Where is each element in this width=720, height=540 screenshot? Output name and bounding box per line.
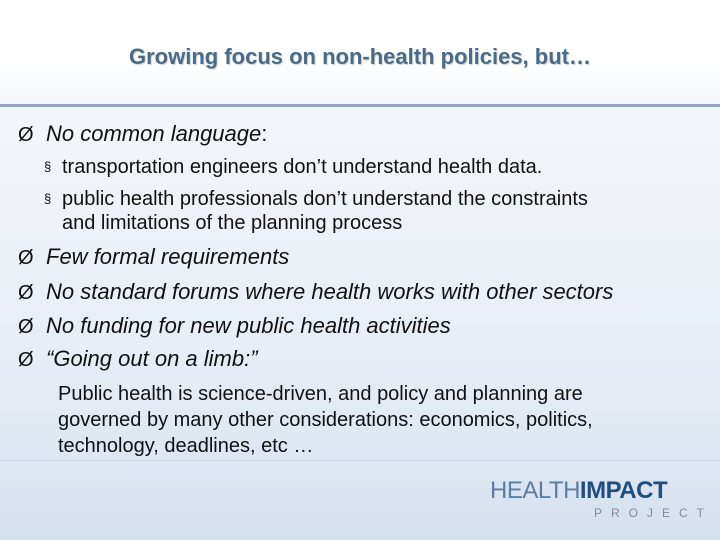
arrow-bullet-icon: Ø [18, 124, 34, 146]
arrow-bullet-icon: Ø [18, 349, 34, 371]
logo-health-text: HEALTH [490, 477, 580, 504]
paragraph-line: Public health is science-driven, and policy and planning are [58, 383, 583, 405]
arrow-bullet-icon: Ø [18, 282, 34, 304]
bullet-text: “Going out on a limb:” [46, 346, 258, 371]
bullet-no-standard-forums [18, 279, 613, 305]
sub-bullet [44, 156, 542, 179]
bullet-no-funding [18, 313, 451, 339]
sub-bullet [44, 188, 588, 211]
square-bullet-icon: § [44, 191, 52, 206]
sub-bullet-text: transportation engineers don’t understand health data. [62, 156, 543, 178]
sub-bullet-text: and limitations of the planning process [62, 212, 403, 234]
bullet-colon: : [261, 121, 268, 146]
bullet-text: Few formal requirements [46, 244, 290, 269]
bullet-no-common-language [18, 121, 267, 147]
bullet-text: No funding for new public health activities [46, 313, 451, 338]
explanation-paragraph [58, 381, 708, 459]
logo-wordmark [490, 478, 690, 504]
footer-divider [0, 460, 720, 461]
sub-bullet-continuation [44, 212, 402, 235]
health-impact-project-logo [490, 477, 714, 524]
bullet-going-out-on-a-limb [18, 346, 258, 372]
sub-bullet-text: public health professionals don’t understand the constraints [62, 188, 588, 210]
bullet-text: No standard forums where health works with other sectors [46, 279, 614, 304]
paragraph-line: governed by many other considerations: economics, politics, [58, 409, 593, 431]
bullet-text: No common language [46, 121, 262, 146]
logo-impact-text: IMPACT [579, 477, 668, 504]
bullet-few-requirements [18, 244, 289, 270]
slide-title: Growing focus on non-health policies, but… [129, 44, 591, 69]
square-bullet-icon: § [44, 159, 52, 174]
arrow-bullet-icon: Ø [18, 316, 34, 338]
logo-project-text: PROJECT [594, 506, 714, 520]
arrow-bullet-icon: Ø [18, 247, 34, 269]
paragraph-line: technology, deadlines, etc … [58, 435, 314, 457]
